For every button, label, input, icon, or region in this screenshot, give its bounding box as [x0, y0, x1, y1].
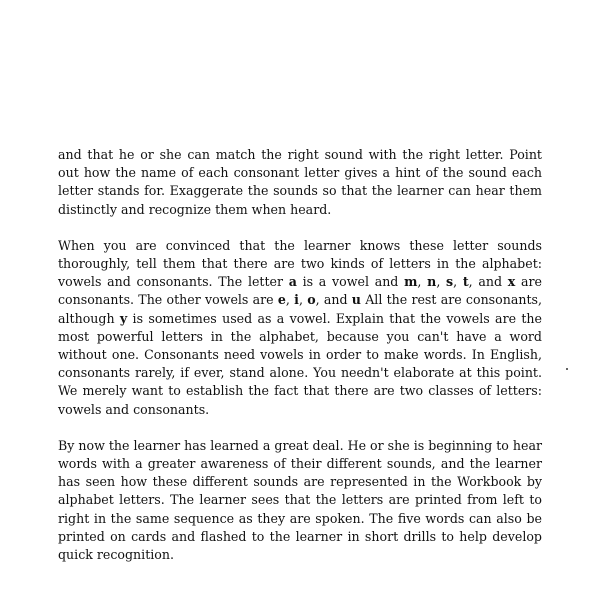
document-page [58, 146, 542, 582]
text-run: is a vowel and [296, 274, 405, 290]
bold-letter: s [446, 274, 454, 290]
paragraph-2 [58, 237, 542, 419]
text-run: All the rest are consonants, although [58, 292, 542, 326]
bold-letter: o [307, 292, 316, 308]
text-run: , [285, 292, 295, 308]
text-run: , and [315, 292, 352, 308]
bold-letter: i [294, 292, 299, 308]
text-run: , and [468, 274, 508, 290]
text-run: , [453, 274, 463, 290]
bold-letter: a [288, 274, 297, 290]
text-run: By now the learner has learned a great deal. He or she is beginning to hear words with a greater awareness of their different sounds, and the learner has seen how these different sounds are represented in the Workbook by alphabet letters. The learner sees that the letters are printed from left to right in the same sequence as they are spoken. The five words can also be printed on cards and flashed to the learner in short drills to help develop quick recognition. [58, 437, 542, 563]
text-run: When you are convinced that the learner knows these letter sounds thoroughly, tell them that there are two kinds of letters in the alphabet: vowels and consonants. The letter [58, 237, 542, 290]
text-run: is sometimes used as a vowel. Explain that the vowels are the most powerful letters in the alphabet, because you can't have a word without one. Consonants need vowels in order to make words. In English, consonants rarely, if ever, stand alone. You needn't elaborate at this point. We merely want to establish the fact that there are two classes of letters: vowels and consonants. [58, 310, 542, 417]
bold-letter: x [507, 274, 516, 290]
bold-letter: t [462, 274, 469, 290]
stray-mark [566, 368, 568, 370]
text-run: , [417, 274, 428, 290]
paragraph-3 [58, 437, 542, 564]
bold-letter: m [404, 274, 418, 290]
bold-letter: e [277, 292, 286, 308]
text-run: , [436, 274, 447, 290]
text-run: and that he or she can match the right sound with the right letter. Point out how the name of each consonant letter gives a hint of the sound each letter stands for. Exaggerate the sounds so that the learner can hear them distinctly and recognize them when heard. [58, 147, 542, 217]
bold-letter: u [351, 292, 361, 308]
text-run: are consonants. The other vowels are [58, 274, 542, 308]
paragraph-1 [58, 146, 542, 219]
text-run: , [298, 292, 308, 308]
bold-letter: y [119, 310, 128, 326]
bold-letter: n [427, 274, 437, 290]
